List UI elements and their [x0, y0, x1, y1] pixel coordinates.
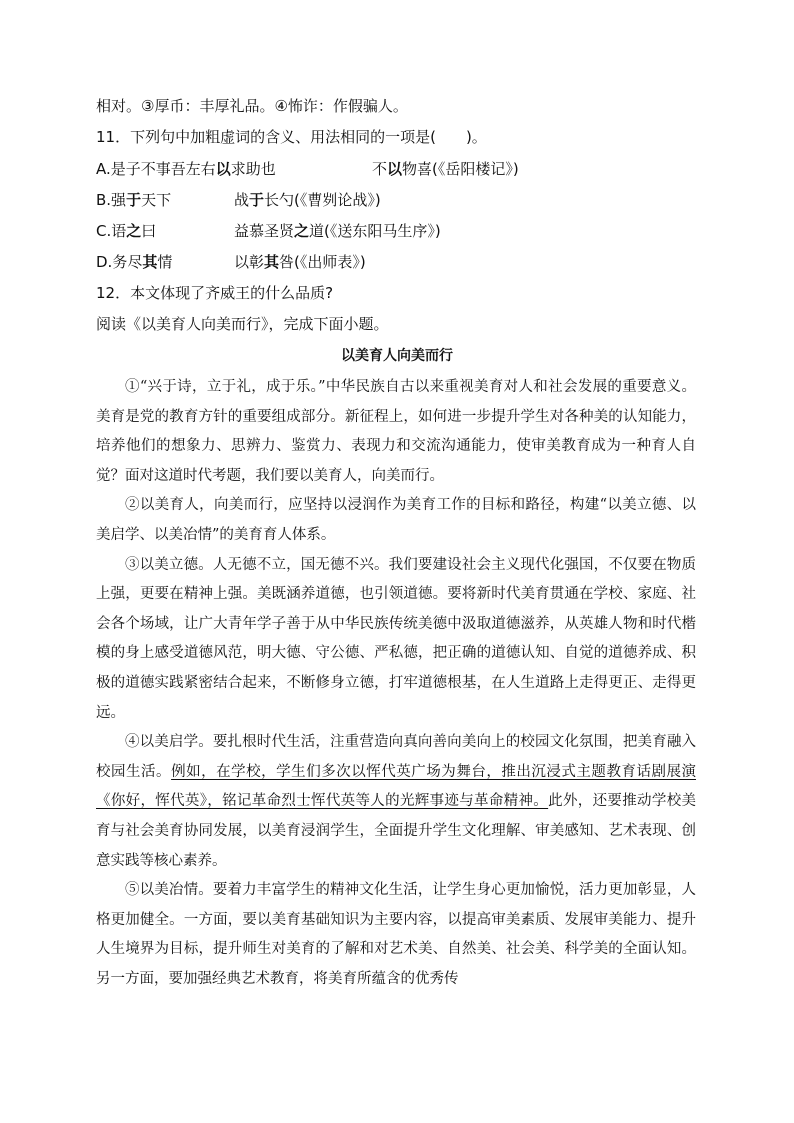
paragraph-4: [96, 728, 696, 876]
option-text: 益慕圣贤: [234, 222, 295, 240]
option-a-left: [96, 158, 276, 179]
paragraph-1: ①“兴于诗，立于礼，成于乐。”中华民族自古以来重视美育对人和社会发展的重要意义。美育是党的教育方针的重要组成部分。新征程上，如何进一步提升学生对各种美的认知能力，培养他们的想象力、思辨力、鉴赏力、表现力和交流沟通能力，使审美教育成为一种育人自觉？面对这道时代考题，我们要以美育人，向美而行。: [96, 379, 696, 484]
paragraph-5: ⑤以美冶情。要着力丰富学生的精神文化生活，让学生身心更加愉悦，活力更加彰显，人格更加健全。一方面，要以美育基础知识为主要内容，以提高审美素质、发展审美能力、提升人生境界为目标，提升师生对美育的了解和对艺术美、自然美、社会美、科学美的全面认知。另一方面，要加强经典艺术教育，将美育所蕴含的优秀传: [96, 882, 696, 987]
option-text: B.强: [96, 191, 127, 209]
bold-function-word: 以: [387, 160, 403, 178]
option-c-right: [234, 220, 441, 241]
paragraph-3: ③以美立德。人无德不立，国无德不兴。我们要建设社会主义现代化强国，不仅要在物质上强，更要在精神上强。美既涵养道德，也引领道德。要将新时代美育贯通在学校、家庭、社会各个场域，让广大青年学子善于从中华民族传统美德中汲取道德滋养，从英雄人物和时代楷模的身上感受道德风范，明大德、守公德、严私德，把正确的道德认知、自觉的道德养成、积极的道德实践紧密结合起来，不断修身立德，打牢道德根基，在人生道路上走得更正、走得更远。: [96, 556, 696, 721]
paragraph-4-rest: 此外，还要推动学校美育与社会美育协同发展，以美育浸润学生，全面提升学生文化理解、审美感知、艺术表现、创意实践等核心素养。: [96, 793, 697, 869]
paragraph-2: ②以美育人，向美而行，应坚持以浸润作为美育工作的目标和路径，构建“以美立德、以美启学、以美冶情”的美育育人体系。: [96, 497, 696, 543]
option-b-right: [234, 189, 381, 210]
option-text: 道(《送东阳马生序》): [309, 222, 441, 240]
option-c-left: [96, 220, 156, 241]
bold-function-word: 之: [294, 222, 310, 240]
bold-function-word: 以: [215, 160, 231, 178]
question-12: 12．本文体现了齐威王的什么品质?: [96, 284, 334, 302]
bold-function-word: 之: [126, 222, 142, 240]
reading-instruction: 阅读《以美育人向美而行》，完成下面小题。: [96, 315, 389, 333]
option-text: A.是子不事吾左右: [96, 160, 216, 178]
question-11-stem: 11．下列句中加粗虚词的含义、用法相同的一项是( )。: [96, 128, 487, 146]
option-text: 曰: [141, 222, 157, 240]
option-text: D.务尽: [96, 253, 143, 271]
bold-function-word: 于: [249, 191, 265, 209]
option-text: 不: [372, 160, 388, 178]
option-b-left: [96, 189, 171, 210]
option-text: 咎(《出师表》): [279, 253, 366, 271]
option-text: 天下: [141, 191, 172, 209]
article-body: [96, 373, 696, 994]
bold-function-word: 于: [126, 191, 142, 209]
option-text: 以彰: [234, 253, 265, 271]
article-title: 以美育人向美而行: [341, 348, 453, 364]
annotation-note: 相对。③厚币：丰厚礼品。④怖诈：作假骗人。: [96, 97, 408, 115]
underlined-passage: 例如，在学校，学生们多次以恽代英广场为舞台，推出沉浸式主题教育话剧展演《你好，恽代英》，铭记革命烈士恽代英等人的光辉事迹与革命精神。: [96, 763, 697, 810]
option-text: 情: [157, 253, 173, 271]
bold-function-word: 其: [264, 253, 280, 271]
option-text: 物喜(《岳阳楼记》): [402, 160, 519, 178]
option-text: 求助也: [230, 160, 276, 178]
paragraph-4-intro: ④以美启学。要扎根时代生活，注重营造向真向善向美向上的校园文化氛围，把美育融入校园生活。: [96, 734, 696, 780]
option-text: C.语: [96, 222, 127, 240]
option-d-left: [96, 251, 172, 272]
bold-function-word: 其: [142, 253, 158, 271]
option-d-right: [234, 251, 366, 272]
option-a-right: [372, 158, 519, 179]
option-text: 长勺(《曹刿论战》): [264, 191, 381, 209]
option-text: 战: [234, 191, 250, 209]
